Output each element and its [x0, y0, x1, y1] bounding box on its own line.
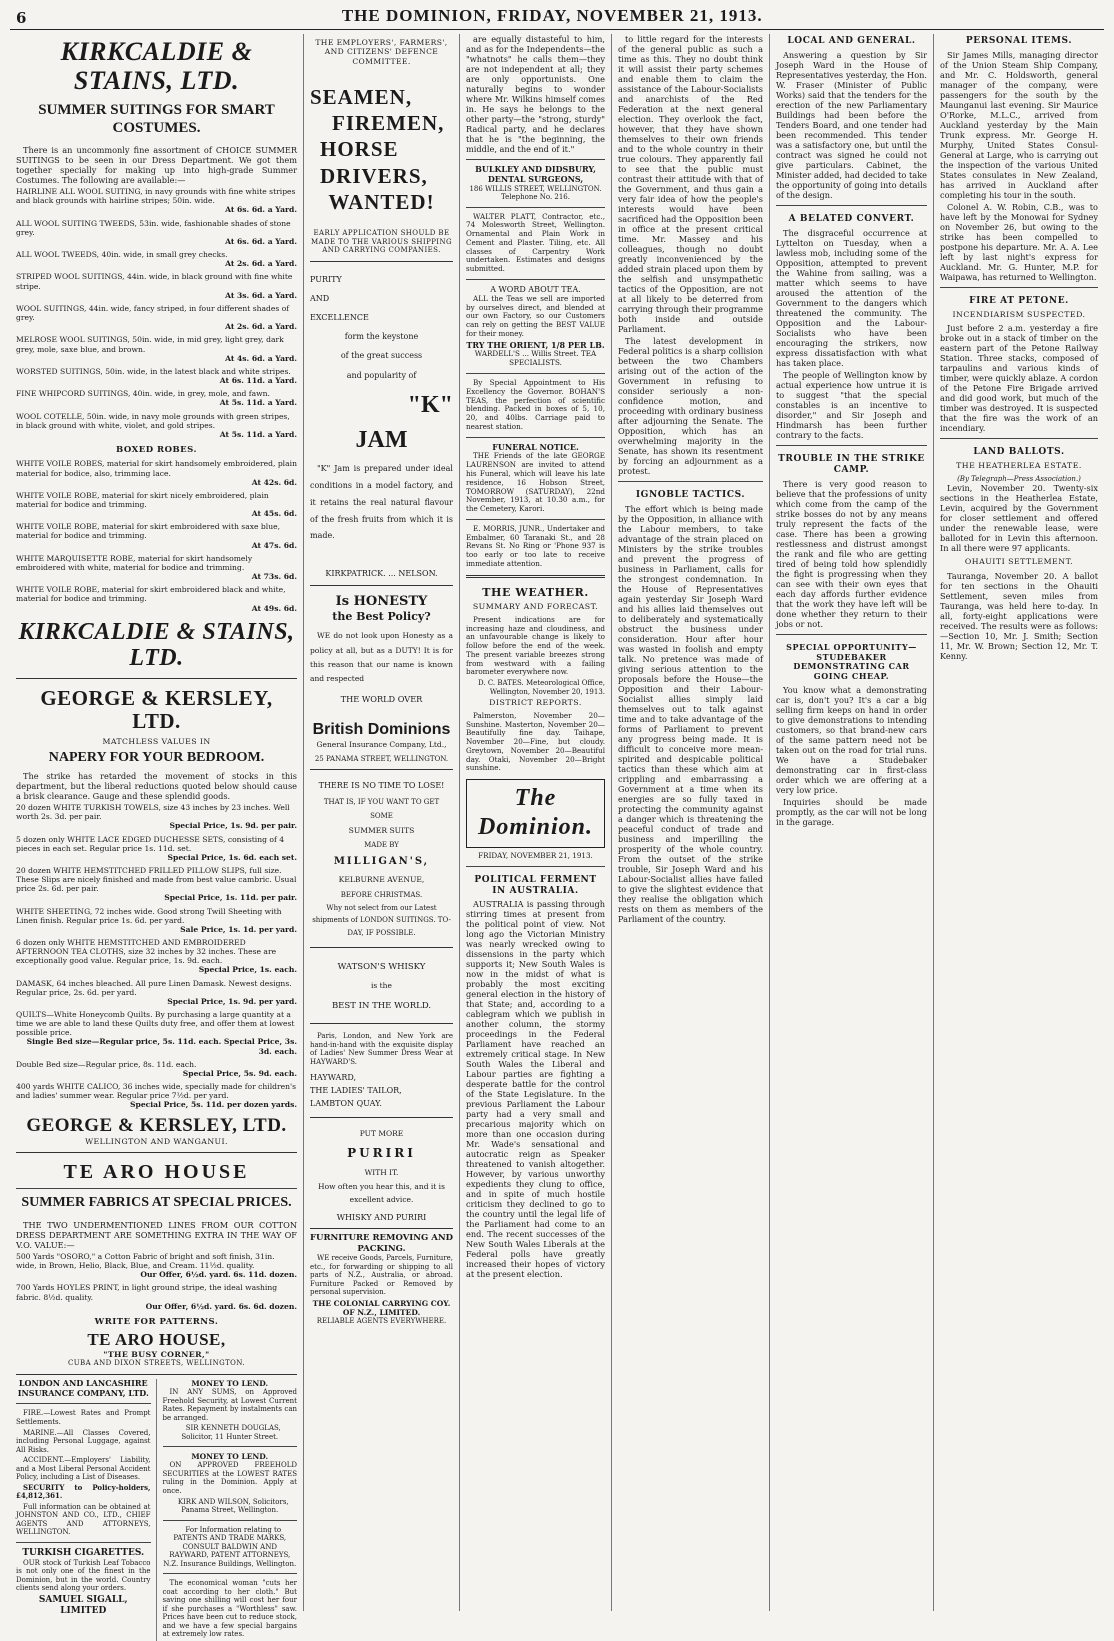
hayward-line: LAMBTON QUAY. — [310, 1098, 382, 1108]
special-title: SPECIAL OPPORTUNITY—STUDEBAKER DEMONSTRATING CAR GOING CHEAP. — [786, 641, 917, 682]
k-jam-ad — [310, 266, 453, 586]
insurance-line: SECURITY to Policy-holders, £4,812,361. — [16, 1482, 151, 1501]
item-price: Special Price, 1s. 6d. each set. — [167, 852, 297, 862]
kirkcaldie-item — [16, 272, 297, 299]
puriri-footer: WHISKY AND PURIRI — [336, 1212, 427, 1222]
item-text: 20 dozen WHITE TURKISH TOWELS, size 43 inches by 23 inches. Well worth 2s. 3d. per pair. — [16, 803, 290, 822]
k-quote: "K" — [407, 391, 453, 418]
item-price: Special Price, 1s. 9d. per yard. — [167, 996, 297, 1006]
fire-subtitle: INCENDIARISM SUSPECTED. — [952, 309, 1086, 319]
fire-text: Just before 2 a.m. yesterday a fire broke out in a stack of timber on the eastern part of the Petone Railway Station. Three stacks, composed of tarpaulins and various kinds of timber, were quickly ablaze. A cordon of the Petone Fire Brigade arrived and did good work, but much of the timber was destroyed. It is suspected that the fire was the work of an incendiary. — [940, 323, 1098, 434]
furniture-ad — [310, 1233, 453, 1325]
item-price: Special Price, 1s. 9d. per pair. — [169, 821, 297, 831]
gk-item — [16, 835, 297, 862]
divider — [16, 1403, 151, 1404]
masthead — [10, 6, 1104, 30]
item-text: QUILTS—White Honeycomb Quilts. By purchasing a large quantity at a time we are able to land these Quilts duty free, and offer them at lowest possible price. — [16, 1010, 295, 1038]
money2-title: MONEY TO LEND. — [191, 1452, 269, 1462]
divider — [940, 287, 1098, 288]
item-price: At 47s. 6d. — [251, 540, 297, 550]
turkish-text: OUR stock of Turkish Leaf Tobacco is not only one of the finest in the Dominion, but in the world. Country clients send along your orders. — [16, 1558, 151, 1593]
gk-sub: MATCHLESS VALUES IN — [102, 736, 211, 746]
editorial-continuation: to little regard for the interests of the general public as such a time as this. They no doubt think it will assist their party schemes and enable them to claim the assistance of the Labour-Socialists and anarchists of the Red Federation at the next general election. They overlook the fact, however, that they have shown themselves to their own friends and to the whole country in their true colours. They apparently fail to see that the public must contrast their attitude with that of the Government, and thus gain a very fair idea of how the people's interests would have been sacrificed had the Opposition been in office at the present critical time. Mr. Massey and his colleagues, though no doubt greatly inconvenienced by the added strain placed upon them by the selfish and unsympathetic tactics of the Opposition, are not at all likely to be deterred from carrying through their programme both inside and outside Parliament. — [618, 34, 763, 334]
item-text: 400 yards WHITE CALICO, 36 inches wide, specially made for children's and ladies' summer wear. Regular price 7½d. per yard. — [16, 1082, 296, 1101]
kirkcaldie-item — [16, 187, 297, 214]
dominion-masthead: The Dominion. — [466, 779, 605, 848]
furniture-text: WE receive Goods, Parcels, Furniture, etc., for forwarding or shipping to all parts of N.Z., Australia, or abroad. Furniture Packed or Removed by personal supervision. — [310, 1254, 453, 1297]
item-price: Our Offer, 6½d. yard. 6s. 6d. dozen. — [145, 1301, 297, 1311]
item-text: WOOL SUITINGS, 44in. wide, fancy striped, in four different shades of grey. — [16, 303, 290, 323]
hayward-line: THE LADIES' TAILOR, — [310, 1086, 402, 1095]
honesty-title: Is HONESTY — [335, 593, 428, 609]
insurance-line: ACCIDENT.—Employers' Liability, and a Most Liberal Personal Accident Policy, including a List of Diseases. — [16, 1456, 151, 1482]
insurance-line: MARINE.—All Classes Covered, including Personal Luggage, against All Risks. — [16, 1428, 151, 1454]
divider — [466, 207, 605, 208]
insurance-ad — [16, 1379, 157, 1641]
item-price: Special Price, 5s. 11d. per dozen yards. — [130, 1100, 297, 1110]
bohan-text: By Special Appointment to His Excellency the Governor. BOHAN'S TEAS, the perfection of scientific blending. Packed in boxes of 5, 10, 20, and 40lbs. Carriage paid to nearest station. — [466, 378, 605, 431]
item-price: At 2s. 6d. a Yard. — [225, 259, 297, 269]
shipment-text: Why not select from our Latest shipments of LONDON SUITINGS. TO-DAY, IF POSSIBLE. — [312, 903, 451, 937]
item-text: WORSTED SUITINGS, 50in. wide, in the latest black and white stripes. — [16, 366, 291, 376]
robe-item — [16, 459, 297, 486]
robe-item — [16, 554, 297, 581]
platt-text: WALTER PLATT, Contractor, etc., 74 Molesworth Street, Wellington. Ornamental and Plain Work in Cement and Plaster. Tiling, etc. All classes of Carpentry Work undertaken. Estimates and designs submitted. — [466, 211, 605, 274]
item-price: Special Price, 1s. each. — [198, 965, 297, 975]
gk-footer-brand: GEORGE & KERSLEY, LTD. — [26, 1114, 287, 1136]
insurance-line: FIRE.—Lowest Rates and Prompt Settlements. — [16, 1409, 151, 1426]
column-3 — [460, 34, 612, 1611]
honesty-subtitle: the Best Policy? — [332, 609, 431, 623]
purity-line: PURITY — [310, 274, 342, 284]
item-text: WOOL COTELLE, 50in. wide, in navy mole grounds with green stripes, in black ground with white, violet, and gold stripes. — [16, 411, 290, 430]
column-6 — [934, 34, 1104, 1611]
gk-footer-location: WELLINGTON AND WANGANUI. — [85, 1136, 228, 1146]
firemen-line: FIREMEN, — [332, 111, 445, 135]
british-dominions-ad — [310, 590, 453, 770]
item-price: At 3s. 6d. a Yard. — [225, 290, 297, 300]
item-text: WHITE VOILE ROBE, material for skirt embroidered black and white, material for bodice and trimming. — [16, 585, 286, 604]
kirkcaldie-headline: SUMMER SUITINGS FOR SMART COSTUMES. — [38, 102, 275, 137]
personal-text-2: Colonel A. W. Robin, C.B., was to have left by the Monowai for Sydney on November 26, but owing to the strike has been compelled to postpone his departure. Mr. A. A. Lee left by last night's express for Auckland. Mr. G. Hunter, M.P. for Waipawa, has returned to Wellington. — [940, 201, 1098, 282]
divider — [466, 519, 605, 520]
item-text: 6 dozen only WHITE HEMSTITCHED AND EMBROIDERED AFTERNOON TEA CLOTHS, size 32 inches by 32 inches. These are exceptionally good value. Regular price, 1s. 9d. each. — [16, 938, 277, 966]
funeral-title: FUNERAL NOTICE. — [492, 441, 579, 452]
trouble-text: There is very good reason to believe that the professions of unity which come from the camp of the strike bosses do not by any means truly represent the facts of the case. There has been a growing restlessness and distrust amongst the rank and file who are getting tired of being told how splendidly the fight is progressing when they can see with their own eyes that each day affords further evidence that the work they have left will be done whether they return to their jobs or not. — [776, 478, 927, 629]
special-text: You know what a demonstrating car is, don't you? It's a car a big selling firm keeps on hand in order to give demonstrations to intending customers, so that brand-new cars of the same pattern need not be taken out on the road for trial runs. We have a Studebaker demonstrating car in first-class order which we are offering at a very low price. — [776, 684, 927, 795]
weather-subtitle: SUMMARY AND FORECAST. — [472, 602, 599, 612]
divider — [466, 866, 605, 867]
tea-text: ALL the Teas we sell are imported by ourselves direct, and blended at our own Factory, so our Customers can rely on getting the BEST VALUE for their money. — [466, 293, 605, 338]
item-text: HAIRLINE ALL WOOL SUITING, in navy grounds with fine white stripes and black grounds with hairline stripes; 50in. wide. — [16, 187, 296, 206]
robe-item — [16, 522, 297, 549]
puriri-line: WITH IT. — [364, 1167, 399, 1177]
item-price: Sale Price, 1s. 1d. per yard. — [180, 924, 297, 934]
paris-text: Paris, London, and New York are hand-in-hand with the exquisite display of Ladies' New Summer Dress Wear at HAYWARD'S. — [310, 1032, 453, 1066]
item-text: WHITE VOILE ROBE, material for skirt embroidered with saxe blue, material for bodice and trimming. — [16, 522, 280, 541]
jam-text: "K" Jam is prepared under ideal conditions in a model factory, and it retains the real natural flavour of the fresh fruits from which it is made. — [310, 464, 453, 541]
british-dominions-name: British Dominions — [312, 721, 451, 739]
item-price: At 73s. 6d. — [251, 572, 297, 582]
te-aro-item — [16, 1252, 297, 1279]
kirkcaldie-item — [16, 219, 297, 246]
newspaper-title: THE DOMINION, FRIDAY, NOVEMBER 21, 1913. — [341, 6, 763, 26]
item-price: At 5s. 11d. a Yard. — [219, 429, 297, 439]
notime-line: SOME — [370, 812, 393, 821]
item-text: FINE WHIPCORD SUITINGS, 40in. wide, in grey, mole, and fawn. — [16, 389, 270, 399]
furniture-company: THE COLONIAL CARRYING COY. OF N.Z., LIMITED. — [312, 1298, 451, 1317]
money2-text: ON APPROVED FREEHOLD SECURITIES at the LOWEST RATES ruling in the Dominion. Apply at once. — [162, 1461, 297, 1495]
page-number: 6 — [16, 8, 27, 27]
divider — [16, 1188, 297, 1189]
gk-intro: The strike has retarded the movement of stocks in this department, but the liberal reductions quoted below should cause a brisk clearance. Gauge and these splendid goods. — [16, 771, 297, 802]
kirkcaldie-item — [16, 335, 297, 362]
te-aro-item — [16, 1283, 297, 1310]
personal-text: Sir James Mills, managing director of the Union Steam Ship Company, and Mr. C. Holdsworth, general manager of the company, were passengers for the south by the Maunganui last evening. Sir Maurice O'Rorke, M.L.C., arrived from Auckland yesterday by the Main Trunk express. Mr. George H. Murphy, United States Consul-General at Large, who is carrying out the inspection of the various United States consulates in New Zealand, has arrived in Auckland after completing his tour in the south. — [940, 49, 1098, 200]
divider — [466, 575, 605, 578]
divider — [466, 279, 605, 280]
insurance-title: LONDON AND LANCASHIRE INSURANCE COMPANY, LTD. — [17, 1377, 149, 1398]
jam-word: JAM — [355, 426, 408, 453]
tea-footer: WARDELL'S ... Willis Street. TEA SPECIALISTS. — [474, 349, 597, 368]
local-title: LOCAL AND GENERAL. — [787, 36, 916, 46]
notime-line: MILLIGAN'S, — [333, 856, 430, 868]
hayward-line: HAYWARD, — [310, 1073, 357, 1083]
gk-item — [16, 1082, 297, 1109]
horse-drivers-line: HORSE DRIVERS, — [320, 137, 428, 188]
kirkcaldie-item — [16, 389, 297, 407]
keystone-line: of the great success — [340, 351, 423, 361]
convert-text: The disgraceful occurrence at Lyttelton on Tuesday, when a lawless mob, including some of the Opposition, attempted to prevent the Wahine from sailing, was a matter which seems to have aroused the attention of the Government to the dangers which threatened the community. The Opposition and the Labour-Socialists who have been encouraging the strikers, now express dissatisfaction with what has taken place. — [776, 227, 927, 368]
column-4 — [612, 34, 770, 1611]
fire-title: FIRE AT PETONE. — [969, 295, 1069, 306]
column-2 — [304, 34, 460, 1611]
watsons-ad — [310, 952, 453, 1024]
money-ads — [163, 1379, 298, 1641]
watsons-line: WATSON'S WHISKY — [337, 962, 426, 973]
honesty-text: WE do not look upon Honesty as a policy at all, but as a DUTY! It is for this reason that our name is known and respected — [310, 631, 453, 683]
gk-item — [16, 979, 297, 1006]
robe-item — [16, 585, 297, 612]
item-price: At 49s. 6d. — [251, 603, 297, 613]
article-continuation: are equally distasteful to him, and as for the Independents—the "whatnots" he calls them—they are not independent at all; they are only opportunists. One naturally begins to wonder where Mr. Wilkins himself comes in. He says he belongs to the other party—the "strong, sturdy" Radical party, and he declares that he is "the beginning, the middle, and the end of it." — [466, 34, 605, 154]
bulkley-address: 186 WILLIS STREET, WELLINGTON. Telephone No. 216. — [469, 184, 602, 202]
item-text: MELROSE WOOL SUITINGS, 50in. wide, in mid grey, light grey, dark grey, mole, saxe blue, and brown. — [16, 335, 284, 354]
weather-title: THE WEATHER. — [482, 585, 589, 599]
ohauiti-text: Tauranga, November 20. A ballot for ten sections in the Ohauiti Settlement, seven miles from Tauranga, was held here to-day. In all, forty-eight applications were received. The results were as follows:—Section 10, Mr. J. Smith; Section 11, Mr. W. Brown; Section 12, Mr. T. Kenny. — [940, 570, 1098, 661]
purity-line: AND — [310, 293, 330, 303]
tea-title: A WORD ABOUT TEA. — [490, 285, 581, 295]
notime-line: BEFORE CHRISTMAS. — [340, 890, 423, 899]
notime-line: SUMMER SUITS — [348, 826, 415, 836]
divider — [163, 1520, 298, 1521]
robe-item — [16, 491, 297, 518]
column-5 — [770, 34, 934, 1611]
ohauiti-title: OHAUITI SETTLEMENT. — [964, 557, 1074, 567]
insurance-line: Full information can be obtained at JOHNSTON AND CO., LTD., CHIEF AGENTS AND ATTORNEYS, WELLINGTON. — [16, 1502, 151, 1537]
editorial-continuation-2: The latest development in Federal politics is a sharp collision between the two Chambers arising out of the action of the Government in refusing to consider seriously a non-confidence motion, and proceeding with ordinary business after adjourning the Senate. The Opposition, which has an overwhelming majority in the Senate, has shown its resentment by forcing an adjournment as a protest. — [618, 336, 763, 476]
kirkcaldie-item — [16, 367, 297, 385]
kirkcaldie-items — [16, 187, 297, 439]
land-byline: (By Telegraph—Press Association.) — [957, 474, 1081, 483]
gk-item — [16, 803, 297, 830]
item-price: At 5s. 11d. a Yard. — [219, 398, 297, 408]
item-price: At 2s. 6d. a Yard. — [225, 322, 297, 332]
item-price: At 6s. 6d. a Yard. — [225, 236, 297, 246]
item-text: 5 dozen only WHITE LACE EDGED DUCHESSE SETS, consisting of 4 pieces in each set. Regular price 1s. 11d. set. — [16, 834, 285, 853]
puriri-line: PURIRI — [347, 1145, 416, 1160]
te-aro-footer: TE ARO HOUSE, — [87, 1330, 226, 1350]
divider — [466, 159, 605, 160]
divider — [163, 1573, 298, 1574]
divider — [16, 1542, 151, 1543]
economical-text: The economical woman "cuts her coat according to her cloth." But saving one shilling will cost her four if she purchases a "Worthless" saw. Prices have been cut to reduce stock, and we have a few special bargains at extremely low rates. — [162, 1579, 297, 1639]
trouble-title: TROUBLE IN THE STRIKE CAMP. — [778, 453, 925, 475]
divider — [776, 634, 927, 635]
divider — [163, 1446, 298, 1447]
watsons-line: is the — [371, 981, 392, 991]
turkish-title: TURKISH CIGARETTES. — [22, 1547, 145, 1558]
item-text: WHITE SHEETING, 72 inches wide. Good strong Twill Sheeting with Linen finish. Regular price 1s. 6d. per yard. — [16, 906, 282, 925]
furniture-tagline: RELIABLE AGENTS EVERYWHERE. — [316, 1317, 447, 1325]
keystone-line: form the keystone — [344, 332, 419, 342]
item-text: ALL WOOL TWEEDS, 40in. wide, in small grey checks. — [16, 250, 228, 260]
divider — [466, 373, 605, 374]
convert-text-2: The people of Wellington know by actual experience how untrue it is to suggest "that the special constables is an incentive to disorder," and Sir Joseph and Hindmarsh has been further contrary to the facts. — [776, 369, 927, 440]
kirkcaldie-brand: KIRKCALDIE & STAINS, LTD. — [60, 37, 253, 95]
item-text: 700 Yards HOYLES PRINT, in light ground stripe, the ideal washing fabric. 8½d. quality. — [16, 1283, 278, 1302]
district-text: Palmerston, November 20—Sunshine. Masterton, November 20—Beautifully fine day. Taihape, November 20—Fine, but cloudy. Greytown, November 20—Beautiful day. Otaki, November 20—Bright sunshine. — [466, 710, 605, 773]
item-price: At 4s. 6d. a Yard. — [225, 353, 297, 363]
weather-signature: D. C. BATES. Meteorological Office, Wellington, November 20, 1913. — [478, 679, 605, 696]
convert-title: A BELATED CONVERT. — [788, 213, 915, 224]
te-aro-ad — [16, 1157, 297, 1375]
defence-committee-ad — [310, 34, 453, 262]
divider — [776, 205, 927, 206]
kirkcaldie-intro: There is an uncommonly fine assortment of CHOICE SUMMER SUITINGS to be seen in our Dress Department. We got them together specially for making up into high-grade Summer Costumes. The following are available:— — [16, 145, 297, 186]
divider — [776, 445, 927, 446]
gk-item — [16, 1060, 297, 1078]
weather-text: Present indications are for increasing haze and cloudiness, and an unfavourable change is likely to follow before the end of the week. The present variable breezes strong from westward with a failing barometer everywhere now. — [466, 614, 605, 677]
kirkcaldie-item — [16, 304, 297, 331]
item-price: At 45s. 6d. — [251, 509, 297, 519]
honesty-world: THE WORLD OVER — [340, 694, 423, 705]
milligans-ad — [310, 774, 453, 948]
british-address: 25 PANAMA STREET, WELLINGTON. — [314, 754, 449, 763]
notime-line: MADE BY — [364, 841, 399, 850]
item-price: Special Price, 5s. 9d. each. — [182, 1069, 297, 1079]
gk-headline: NAPERY FOR YOUR BEDROOM. — [48, 750, 265, 766]
seamen-line: SEAMEN, — [310, 84, 413, 109]
notime-line: THAT IS, IF YOU WANT TO GET — [323, 798, 440, 807]
land-title: LAND BALLOTS. — [973, 447, 1065, 458]
special-footer: Inquiries should be made promptly, as the car will not be long in the garage. — [776, 796, 927, 827]
notime-line: THERE IS NO TIME TO LOSE! — [318, 781, 445, 791]
column-1 — [10, 34, 304, 1639]
kirkpatrick-nelson: KIRKPATRICK. ... NELSON. — [325, 569, 438, 579]
item-text: 20 dozen WHITE HEMSTITCHED FRILLED PILLOW SLIPS, full size. These Slips are nicely finished and made from best value cambric. Usual price 2s. 6d. per pair. — [16, 865, 297, 894]
date-line: FRIDAY, NOVEMBER 21, 1913. — [478, 850, 593, 860]
te-aro-brand: TE ARO HOUSE — [63, 1161, 250, 1184]
notime-line: KELBURNE AVENUE, — [338, 875, 425, 885]
kirkcaldie-footer-brand: KIRKCALDIE & STAINS, LTD. — [18, 618, 295, 672]
item-price: At 6s. 6d. a Yard. — [225, 205, 297, 215]
money2-sig: KIRK AND WILSON, Solicitors, Panama Street, Wellington. — [177, 1497, 289, 1515]
puriri-ad — [310, 1122, 453, 1230]
bulkley-title: BULKLEY AND DIDSBURY, DENTAL SURGEONS, — [475, 164, 596, 184]
write-for-patterns: WRITE FOR PATTERNS. — [94, 1316, 219, 1327]
kirkcaldie-item — [16, 250, 297, 268]
item-text: WHITE VOILE ROBES, material for skirt handsomely embroidered, plain material for bodice, also, trimming lace. — [16, 459, 297, 478]
item-price: Special Price, 1s. 11d. per pair. — [164, 893, 297, 903]
keystone-line: and popularity of — [346, 370, 417, 380]
hayward-ad — [310, 1028, 453, 1118]
george-kersley-ad — [16, 683, 297, 1154]
ignoble-title: IGNOBLE TACTICS. — [635, 490, 746, 500]
te-aro-address: CUBA AND DIXON STREETS, WELLINGTON. — [67, 1359, 246, 1368]
puriri-text: How often you hear this, and it is excellent advice. — [318, 1181, 445, 1205]
money1-title: MONEY TO LEND. — [191, 1378, 269, 1388]
gk-item — [16, 938, 297, 975]
personal-title: PERSONAL ITEMS. — [965, 36, 1073, 46]
gk-item — [16, 866, 297, 903]
ferment-title: POLITICAL FERMENT IN AUSTRALIA. — [474, 874, 597, 896]
divider — [618, 481, 763, 482]
item-text: WHITE MARQUISETTE ROBE, material for skirt handsomely embroidered with white, material for bodice and trimming. — [16, 553, 253, 572]
gk-item — [16, 1010, 297, 1056]
patents-text: For Information relating to PATENTS AND TRADE MARKS, CONSULT BALDWIN AND RAYWARD, PATENT ATTORNEYS, N.Z. Insurance Buildings, Wellington. — [163, 1525, 297, 1568]
item-text: WHITE VOILE ROBE, material for skirt nicely embroidered, plain material for bodice and trimming. — [16, 490, 269, 510]
ignoble-text: The effort which is being made by the Opposition, in alliance with the Labour members, to take advantage of the strain placed on Ministers by the strike troubles and prevent the progress of business in Parliament, calls for the strongest condemnation. In the House of Representatives again yesterday Sir Joseph Ward and his allies laid themselves out to deliberately and systematically obstruct the business under consideration. Hour after hour was wasted in foolish and empty talk. No pretence was made of giving serious attention to the proposals before the House—the Opposition and their Labour-Socialist allies simply laid themselves out to talk against time and to take advantage of the forms of Parliament to prevent any progress being made. It is difficult to conceive more mean-spirited and despicable political tactics than these which aim at crippling and embarrassing a Government at a time when its energies are so fully taxed in protecting the community against a danger which is threatening the peaceful conduct of trade and business and imperilling the prosperity of the whole country. From the outset of the strike trouble, Sir Joseph Ward and his Labour-Socialist allies have failed to give the slightest evidence that they realise the obligation which rests on them as members of the Parliament of the country. — [618, 503, 763, 924]
defence-footer: EARLY APPLICATION SHOULD BE MADE TO THE VARIOUS SHIPPING AND CARRYING COMPANIES. — [310, 229, 452, 255]
purity-line: EXCELLENCE — [310, 312, 369, 322]
morris-text: E. MORRIS, JUNR., Undertaker and Embalmer, 60 Taranaki St., and 28 Revans St. No Ring or 'Phone 937 is too early or too late to receive immediate attention. — [466, 523, 605, 569]
te-aro-headline: SUMMER FABRICS AT SPECIAL PRICES. — [21, 1195, 292, 1211]
boxed-robes-header: BOXED ROBES. — [116, 445, 197, 456]
watsons-line: BEST IN THE WORLD. — [331, 1000, 432, 1011]
divider — [940, 438, 1098, 439]
item-price: Our Offer, 6½d. yard. 6s. 11d. dozen. — [140, 1270, 297, 1280]
funeral-text: THE Friends of the late GEORGE LAURENSON are invited to attend his Funeral, which will leave his late residence, 16 Hobson Street, TOMORROW (SATURDAY), 22nd November, 1913, at 10.30 a.m., for the Cemetery, Karori. — [466, 451, 605, 514]
defence-header: THE EMPLOYERS', FARMERS', AND CITIZENS' DEFENCE COMMITTEE. — [315, 38, 448, 66]
classifieds-row — [16, 1379, 297, 1641]
land-subtitle: THE HEATHERLEA ESTATE. — [956, 461, 1082, 471]
gk-brand: GEORGE & KERSLEY, LTD. — [40, 685, 273, 733]
money1-text: IN ANY SUMS, on Approved Freehold Security, at Lowest Current Rates. Repayment by instalments can be arranged. — [162, 1388, 297, 1422]
furniture-title: FURNITURE REMOVING AND PACKING. — [310, 1233, 453, 1254]
local-text: Answering a question by Sir Joseph Ward in the House of Representatives yesterday, the Hon. W. Fraser (Minister of Public Works) said that the tenders for the erection of the new Parliamentary Buildings had been before the Tenders Board, and one tender had been recommended. This tender was a satisfactory one, but until the contract was signed he could not give particulars. Cabinet, the Minister added, had decided to take the opportunity of going into details of the design. — [776, 49, 927, 200]
item-text: 500 Yards "OSORO," a Cotton Fabric of bright and soft finish, 31in. wide, in Brown, Helio, Black, Blue, and Cream. 11½d. quality. — [16, 1251, 275, 1271]
item-price: At 42s. 6d. — [251, 477, 297, 487]
te-aro-tagline: "THE BUSY CORNER," — [103, 1349, 210, 1359]
turkish-sig: SAMUEL SIGALL, LIMITED — [38, 1594, 128, 1616]
item-text: Double Bed size—Regular price, 8s. 11d. each. — [16, 1059, 197, 1069]
item-price: Single Bed size—Regular price, 5s. 11d. each. Special Price, 3s. 3d. each. — [26, 1037, 297, 1056]
item-text: DAMASK, 64 inches bleached. All pure Linen Damask. Newest designs. Regular price, 2s. 6d. per yard. — [16, 978, 292, 997]
british-company: General Insurance Company, Ltd., — [316, 739, 447, 749]
kirkcaldie-item — [16, 412, 297, 439]
item-price: At 6s. 11d. a Yard. — [219, 376, 297, 385]
district-title: DISTRICT REPORTS. — [489, 698, 582, 708]
money1-sig: SIR KENNETH DOUGLAS, Solicitor, 11 Hunter Street. — [181, 1424, 281, 1441]
item-text: STRIPED WOOL SUITINGS, 44in. wide, in black ground with fine white stripe. — [16, 272, 293, 291]
divider — [466, 437, 605, 438]
gk-item — [16, 907, 297, 934]
ferment-text: AUSTRALIA is passing through stirring times at present from the political point of view. Not long ago the Victorian Ministry was nearly wrecked owing to dissensions in the party which supports it; New South Wales is now in the midst of what is probably the most exciting general election in the history of that State; and, according to a cablegram which we publish in another column, the stormy proceedings in the Federal Parliament have reached an extremely critical stage. In New South Wales the Liberal and Labour parties are fighting a desperate battle for the control of the State Legislature. In the previous Parliament the Labour party had a very small and precarious majority which on more than one occasion during Mr. Wade's sensational and autocratic reign as Speaker threatened to vanish altogether. However, by various unworthy expedients they clung to office, and in spite of much hostile criticism they declined to go to the country until the legal life of the Parliament had come to an end. The recent successes of the New South Wales Liberals at the Federal polls have greatly increased their hopes of victory at the present election. — [466, 899, 605, 1280]
puriri-line: PUT MORE — [359, 1128, 404, 1138]
te-aro-intro: THE TWO UNDERMENTIONED LINES FROM OUR COTTON DRESS DEPARTMENT ARE SOMETHING EXTRA IN THE WAY OF V.O. VALUE:— — [16, 1219, 297, 1250]
land-text: Levin, November 20. Twenty-six sections in the Heatherlea Estate, Levin, acquired by the Government for closer settlement and offered under the renewable lease, were balloted for in Levin this afternoon. In all there were 97 applicants. — [940, 483, 1098, 554]
wanted-line: WANTED! — [328, 189, 435, 214]
kirkcaldie-ad — [16, 34, 297, 679]
item-text: ALL WOOL SUITING TWEEDS, 53in. wide, fashionable shades of stone grey. — [16, 218, 291, 237]
tea-price: TRY THE ORIENT, 1/8 PER LB. — [466, 339, 605, 350]
